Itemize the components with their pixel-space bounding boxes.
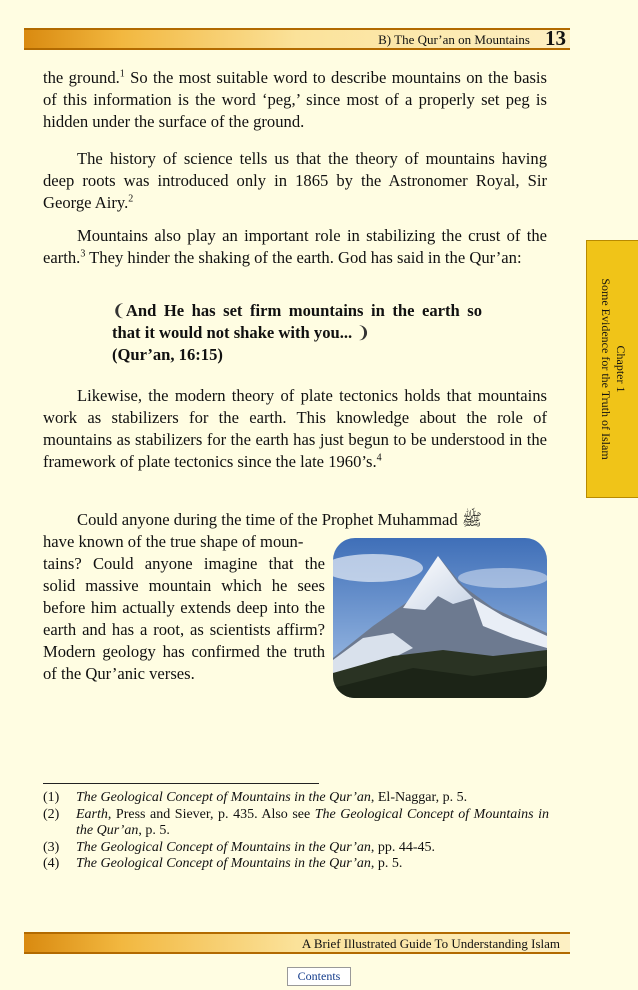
book-title: A Brief Illustrated Guide To Understanding Islam <box>301 936 560 951</box>
footnote-ref: 3 <box>80 248 86 260</box>
paragraph-1: the ground.$^1$ So the most suitable word to describe mountains on the basis of this information is the word ‘peg,’ since most of a properly set peg is hidden under the surface of the ground. <box>43 68 547 131</box>
footnote-ref: 4 <box>376 452 382 464</box>
chapter-title: Some Evidence for the Truth of Islam <box>598 278 613 460</box>
page-number: 13 <box>545 26 566 50</box>
chapter-number: Chapter 1 <box>613 345 628 393</box>
paragraph-2: The history of science tells us that the theory of mountains having deep roots was introduced only in 1865 by the Astronomer Royal, Sir George Airy.$^2$ <box>43 149 547 212</box>
chapter-tab-label <box>598 278 628 459</box>
footnote-4: (4) The Geological Concept of Mountains in the Qur’an, p. 5. <box>43 856 403 871</box>
paragraph-5-lead: Could anyone during the time of the Prophet Muhammad ﷺ <box>77 510 482 529</box>
paragraph-4: Likewise, the modern theory of plate tectonics holds that mountains work as stabilizers for the earth. This knowledge about the role of mountains as stabilizers for the earth has just begun to be understood in the framework of plate tectonics since the late 1960’s.$^4$ <box>43 386 547 471</box>
mountain-photo <box>333 538 547 698</box>
paragraph-5-rest: tains? Could anyone imagine that the solid massive mountain which he sees before him actually extends deep into the earth and has a root, as scientists affirm? Modern geology has confirmed the truth of the Qur’anic verses. <box>43 554 325 683</box>
section-title: B) The Qur’an on Mountains <box>378 32 530 47</box>
chapter-tab[interactable] <box>586 240 638 498</box>
footnote-1: (1) The Geological Concept of Mountains in the Qur’an, El-Naggar, p. 5. <box>43 790 468 805</box>
footnotes <box>43 790 549 873</box>
quote-reference: (Qur’an, 16:15) <box>112 345 223 364</box>
paragraph-5-line2: have known of the true shape of moun- <box>43 532 304 551</box>
header-bar <box>24 28 570 50</box>
open-bracket: ❨ <box>112 301 126 320</box>
footnote-divider <box>43 783 319 784</box>
quote-text: And He has set firm mountains in the earth so that it would not shake with you... <box>112 301 482 342</box>
footnote-ref: 2 <box>128 193 134 205</box>
footnote-ref: 1 <box>119 68 125 80</box>
quran-quote <box>112 300 482 366</box>
footnote-3: (3) The Geological Concept of Mountains in the Qur’an, pp. 44-45. <box>43 839 436 855</box>
footnote-2: (2) Earth, Press and Siever, p. 435. Also see The Geological Concept of Mountains in the Qur’an, p. 5. <box>43 806 550 838</box>
close-bracket: ❩ <box>356 323 371 342</box>
contents-button[interactable]: Contents <box>287 967 351 986</box>
footer-bar <box>24 932 570 954</box>
paragraph-3: Mountains also play an important role in stabilizing the crust of the earth.$^3$ They hinder the shaking of the earth. God has said in the Qur’an: <box>43 226 547 267</box>
